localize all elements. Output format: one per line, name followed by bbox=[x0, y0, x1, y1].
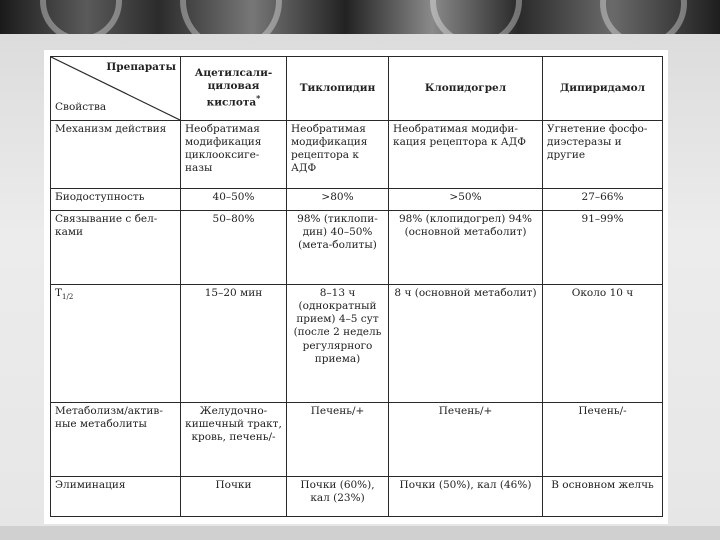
corner-label-drugs: Препараты bbox=[106, 61, 176, 73]
row-label-metabolism: Метаболизм/актив-ные метаболиты bbox=[51, 403, 181, 477]
table-row bbox=[51, 189, 663, 211]
corner-label-properties: Свойства bbox=[55, 100, 107, 113]
header-decorative-banner bbox=[0, 0, 720, 34]
cell-clopidogrel: >50% bbox=[389, 189, 543, 211]
table-header-row bbox=[51, 57, 663, 121]
table-row bbox=[51, 211, 663, 285]
cell-ticlopidine: Почки (60%), кал (23%) bbox=[287, 477, 389, 517]
row-label-bioavailability: Биодоступность bbox=[51, 189, 181, 211]
cell-ticlopidine: >80% bbox=[287, 189, 389, 211]
cell-ticlopidine: Необратимая модификация рецептора к АДФ bbox=[287, 121, 389, 189]
row-label-protein-binding: Связывание с бел-ками bbox=[51, 211, 181, 285]
cell-dipyridamole: Печень/- bbox=[543, 403, 663, 477]
cell-ticlopidine: Печень/+ bbox=[287, 403, 389, 477]
table-row bbox=[51, 121, 663, 189]
cell-dipyridamole: В основном желчь bbox=[543, 477, 663, 517]
cell-dipyridamole: 27–66% bbox=[543, 189, 663, 211]
column-header-clopidogrel: Клопидогрел bbox=[389, 57, 543, 121]
cell-aspirin: Почки bbox=[181, 477, 287, 517]
cell-aspirin: 50–80% bbox=[181, 211, 287, 285]
table-row bbox=[51, 285, 663, 403]
table-sheet bbox=[44, 50, 668, 524]
bottom-strip bbox=[0, 526, 720, 540]
column-header-aspirin: Ацетилсали-циловая кислота* bbox=[181, 57, 287, 121]
cell-dipyridamole: Угнетение фосфо-диэстеразы и другие bbox=[543, 121, 663, 189]
cell-clopidogrel: Печень/+ bbox=[389, 403, 543, 477]
cell-aspirin: Необратимая модификация циклооксиге-назы bbox=[181, 121, 287, 189]
cell-clopidogrel: 98% (клопидогрел) 94% (основной метаболит) bbox=[389, 211, 543, 285]
cell-clopidogrel: 8 ч (основной метаболит) bbox=[389, 285, 543, 403]
corner-header-cell bbox=[51, 57, 181, 121]
cell-dipyridamole: 91–99% bbox=[543, 211, 663, 285]
cell-aspirin: 15–20 мин bbox=[181, 285, 287, 403]
cell-clopidogrel: Почки (50%), кал (46%) bbox=[389, 477, 543, 517]
table-row bbox=[51, 403, 663, 477]
row-label-half-life: $T_{1/2}$ bbox=[51, 285, 181, 403]
cell-aspirin: 40–50% bbox=[181, 189, 287, 211]
cell-aspirin: Желудочно-кишечный тракт, кровь, печень/- bbox=[181, 403, 287, 477]
table-row bbox=[51, 477, 663, 517]
column-header-dipyridamole: Дипиридамол bbox=[543, 57, 663, 121]
antiplatelet-comparison-table bbox=[50, 56, 663, 517]
row-label-mechanism: Механизм действия bbox=[51, 121, 181, 189]
row-label-elimination: Элиминация bbox=[51, 477, 181, 517]
cell-ticlopidine: 98% (тиклопи-дин) 40–50% (мета-болиты) bbox=[287, 211, 389, 285]
cell-dipyridamole: Около 10 ч bbox=[543, 285, 663, 403]
cell-clopidogrel: Необратимая модифи-кация рецептора к АДФ bbox=[389, 121, 543, 189]
cell-ticlopidine: 8–13 ч (однократный прием) 4–5 сут (после 2 недель регулярного приема) bbox=[287, 285, 389, 403]
column-header-ticlopidine: Тиклопидин bbox=[287, 57, 389, 121]
